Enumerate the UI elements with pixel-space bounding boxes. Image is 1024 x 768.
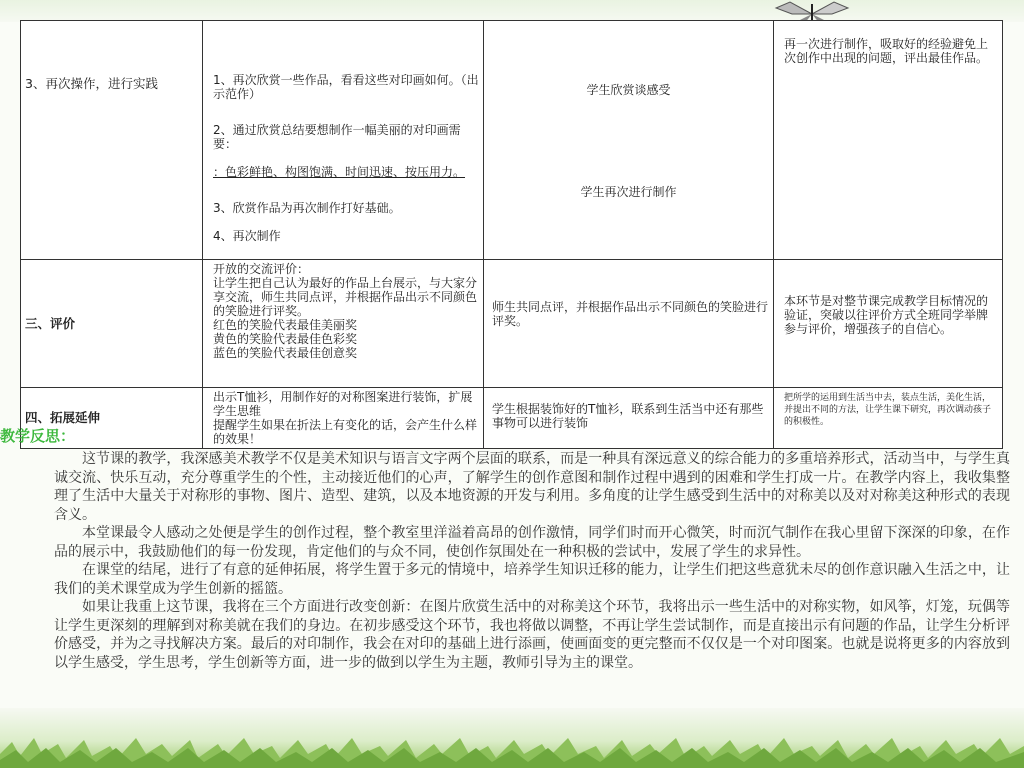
teacher-step-4: 4、再次制作 xyxy=(213,229,281,243)
table-row xyxy=(21,388,1003,449)
teacher-step-2-items: ：色彩鲜艳、构图饱满、时间迅速、按压用力。 xyxy=(213,165,466,179)
teacher-activity-cell: 出示T恤衫，用制作好的对称图案进行装饰，扩展学生思维 提醒学生如果在折法上有变化的话，会产生什么样的效果！ xyxy=(203,388,484,449)
student-activity-cell: 学生根据装饰好的T恤衫，联系到生活当中还有那些事物可以进行装饰 xyxy=(484,388,774,449)
design-intent-cell: 把所学的运用到生活当中去，装点生活，美化生活，并提出不同的方法，让学生课下研究，再次调动孩子的积极性。 xyxy=(774,388,1003,449)
teacher-activity-cell xyxy=(203,21,484,260)
table-row xyxy=(21,260,1003,388)
reflection-paragraph: 如果让我重上这节课，我将在三个方面进行改变创新：在图片欣赏生活中的对称美这个环节，我将出示一些生活中的对称实物，如风筝，灯笼，玩偶等让学生更深刻的理解到对称美就在我们的身边。在初步感受这个环节，我也将做以调整，不再让学生尝试制作，而是直接出示有问题的作品，让学生分析评价感受，并为之寻找解决方案。最后的对印制作，我会在对印的基础上进行添画，使画面变的更完整而不仅仅是一个对印图案。也就是说将更多的内容放到以学生感受，学生思考，学生创新等方面，进一步的做到以学生为主题，教师引导为主的课堂。 xyxy=(54,599,1010,671)
reflection-title: 教学反思： xyxy=(0,427,76,445)
teacher-step-1: 1、再次欣赏一些作品，看看这些对印画如何。（出示范作） xyxy=(213,73,479,101)
table-row xyxy=(21,21,1003,260)
lesson-table xyxy=(20,20,1003,449)
reflection-body xyxy=(54,450,1010,672)
student-activity-2: 学生再次进行制作 xyxy=(580,185,677,199)
teacher-step-2: 2、通过欣赏总结要想制作一幅美丽的对印画需要： xyxy=(213,123,461,151)
stage-cell: 三、评价 xyxy=(21,260,203,388)
stage-cell: 四、拓展延伸 xyxy=(21,388,203,449)
student-activity-cell xyxy=(484,21,774,260)
student-activity-1: 学生欣赏谈感受 xyxy=(586,83,671,97)
grass-decoration xyxy=(0,734,1024,768)
design-intent-cell: 再一次进行制作，吸取好的经验避免上次创作中出现的问题，评出最佳作品。 xyxy=(774,21,1003,260)
reflection-paragraph: 这节课的教学，我深感美术教学不仅是美术知识与语言文字两个层面的联系，而是一种具有深远意义的综合能力的多重培养形式，活动当中，与学生真诚交流、快乐互动，充分尊重学生的个性，主动接近他们的心声，了解学生的创作意图和制作过程中遇到的困难和学生打成一片。在教学内容上，我收集整理了生活中大量关于对称形的事物、图片、造型、建筑，以及本地资源的开发与利用。多角度的让学生感受到生活中的对称美以及对对称美这种形式的表现含义。 xyxy=(54,451,1010,523)
teacher-activity-cell: 开放的交流评价： 让学生把自己认为最好的作品上台展示，与大家分享交流，师生共同点评，并根据作品出示不同颜色的笑脸进行评奖。 红色的笑脸代表最佳美丽奖 黄色的笑脸代表最佳色彩奖 蓝色的笑脸代表最佳创意奖 xyxy=(203,260,484,388)
reflection-paragraph: 在课堂的结尾，进行了有意的延伸拓展，将学生置于多元的情境中，培养学生知识迁移的能力，让学生们把这些意犹未尽的创作意识融入生活之中，让我们的美术课堂成为学生创新的摇篮。 xyxy=(54,562,1010,597)
teacher-step-3: 3、欣赏作品为再次制作打好基础。 xyxy=(213,201,401,215)
top-band xyxy=(0,0,1024,22)
reflection-paragraph: 本堂课最令人感动之处便是学生的创作过程，整个教室里洋溢着高昂的创作激情，同学们时而开心微笑，时而沉气制作在我心里留下深深的印象，在作品的展示中，我鼓励他们的每一份发现，肯定他们的与众不同，使创作氛围处在一种积极的尝试中，发展了学生的求异性。 xyxy=(54,525,1010,560)
design-intent-cell: 本环节是对整节课完成教学目标情况的验证，突破以往评价方式全班同学举牌参与评价，增强孩子的自信心。 xyxy=(774,260,1003,388)
student-activity-cell: 师生共同点评，并根据作品出示不同颜色的笑脸进行评奖。 xyxy=(484,260,774,388)
stage-cell: 3、再次操作，进行实践 xyxy=(21,21,203,260)
